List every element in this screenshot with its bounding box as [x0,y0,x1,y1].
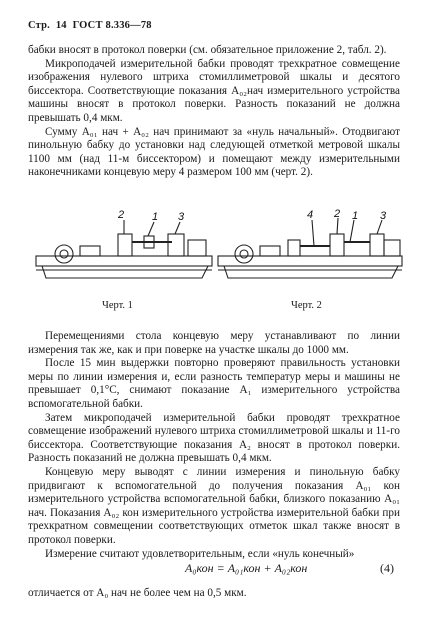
formula-number: (4) [380,561,394,575]
figure-2-caption: Черт. 2 [291,300,322,311]
fig2-label-b: 2 [334,208,341,220]
paragraph-continuation: бабки вносят в протокол поверки (см. обязательное приложение 2, табл. 2). [28,44,387,56]
paragraph-table-move: Перемещениями стола концевую меру устанавливают по линии измерения так же, как и при поверке на участке шкалы до 1000 мм. [28,330,400,356]
paragraph-gauge-out: Концевую меру выводят с линии измерения и пинольную бабку придвигают к вспомогательной до получения показания A₀₁ кон измерительного устройства вспомогательной бабки, близкого показанию A₀₁ нач. Показания A₀₂ кон измерительного устройства измерительной бабки при трехкратном совмещении соответствующих отметок шкал также вносят в протокол поверки. [28,465,400,546]
fig1-label-c: 3 [178,211,185,223]
page-label: Стр. [28,20,50,31]
text-block-bottom [28,330,400,561]
formula-4 [0,561,422,577]
paragraph-tail: отличается от A₀ нач не более чем на 0,5 мкм. [28,587,247,599]
handwheel [55,245,73,263]
measuring-head-right-2 [370,234,384,256]
text-block-tail [28,587,400,601]
fig1-label-b: 1 [152,211,159,223]
measuring-head-left-2 [330,234,344,256]
page-header [28,20,152,31]
paragraph-coincide: Затем микроподачей измерительной бабки проводят трехкратное совмещение изображений нулевого штриха стомиллиметровой шкалы и 11-го биссектора. Соответствующие показания A₂ вносят в протокол поверки. Разность показаний не должна превышать 0,4 мкм. [28,411,400,465]
paragraph-recheck: После 15 мин выдержки повторно проверяют правильность установки меры по линии измерения и, если разность температур меры и машины не превышает 0,1°С, снимают показание A₁ измерительного устройства вспомогательной бабки. [28,357,400,410]
paragraph-zero-start: Сумму A₀₁ нач + A₀₂ нач принимают за «нуль начальный». Отодвигают пинольную бабку до установки над следующей отметкой метровой шкалы 1100 мм (над 11-м биссектором) и помещают между измерительными наконечниками концевую меру 4 размером 100 мм (черт. 2). [28,125,400,179]
paragraph-microfeed: Микроподачей измерительной бабки проводят трехкратное совмещение изображения нулевого штриха стомиллиметровой шкалы и десятого биссектора. Соответствующие показания A₀₂нач измерительного устройства машины вносят в протокол поверки. Разность показаний не должна превышать 0,4 мкм. [28,57,400,124]
figure-1-drawing [32,208,215,288]
figure-2-drawing [214,208,406,288]
standard-code: ГОСТ 8.336—78 [72,20,152,31]
fig1-label-a: 2 [118,209,125,221]
fig2-label-d: 3 [380,210,387,222]
formula-body: A₀кон = A₀₁кон + A₀₂кон [185,561,308,575]
figure-1-caption: Черт. 1 [102,300,133,311]
text-block-top [28,44,400,180]
measuring-head-right [168,234,184,256]
handwheel-2 [235,245,253,263]
fig2-label-a: 4 [307,209,314,221]
page-number: 14 [55,20,67,31]
measuring-head-left [118,234,132,256]
paragraph-criterion: Измерение считают удовлетворительным, если «нуль конечный» [45,547,355,560]
fig2-label-c: 1 [352,210,359,222]
